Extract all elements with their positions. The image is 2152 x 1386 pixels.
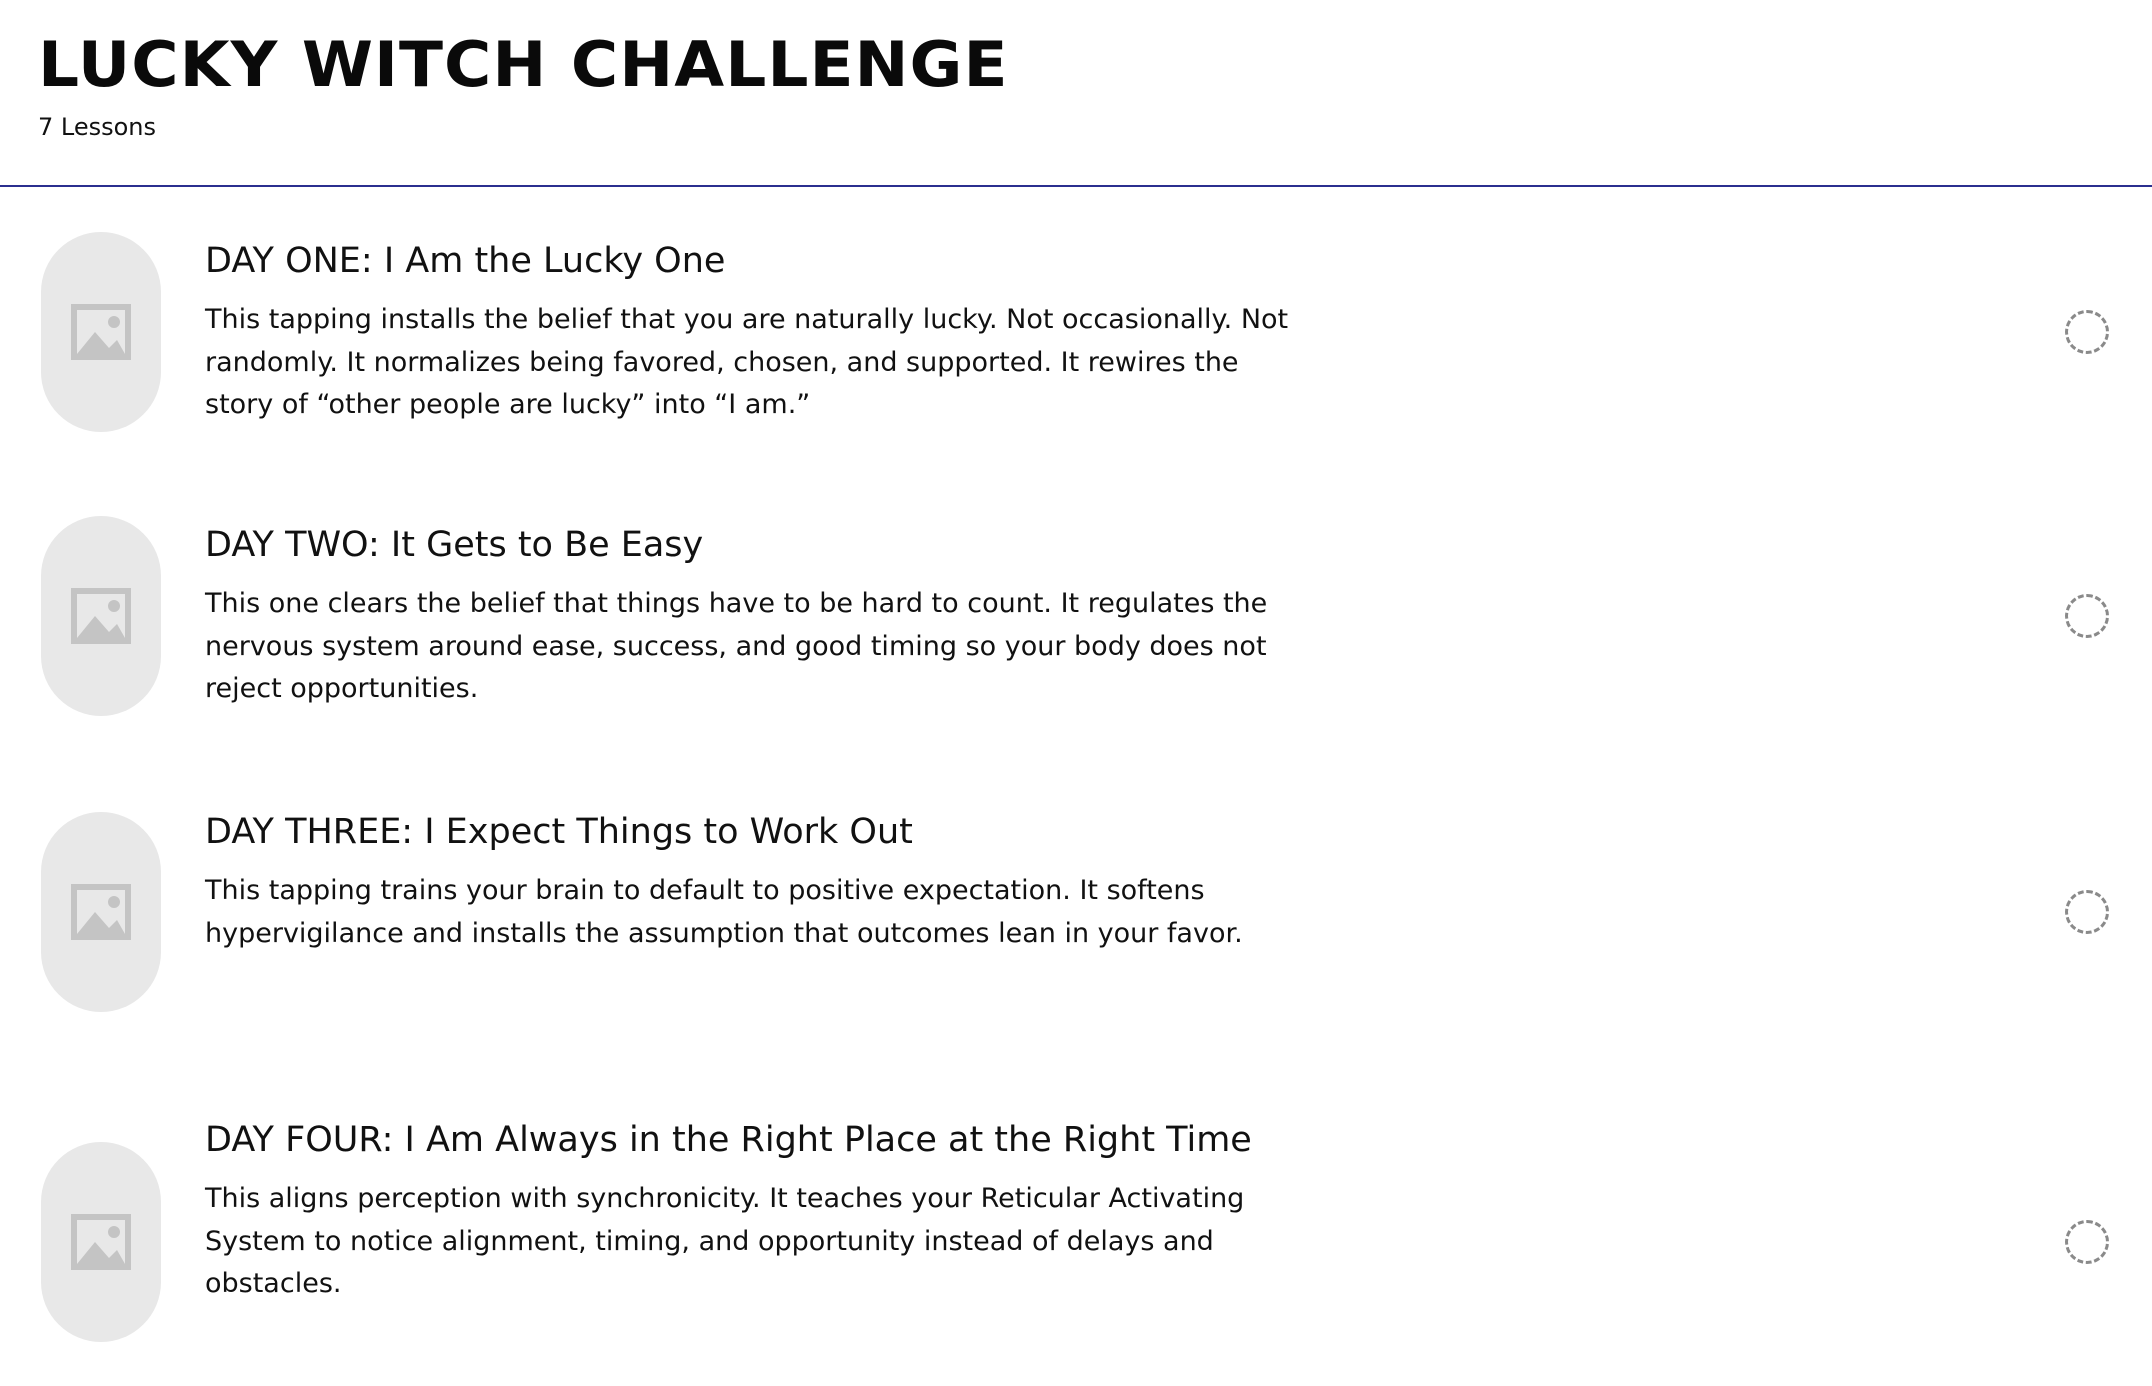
lesson-title[interactable]: DAY THREE: I Expect Things to Work Out [205,812,913,852]
lesson-title[interactable]: DAY TWO: It Gets to Be Easy [205,525,704,565]
lesson-title[interactable]: DAY ONE: I Am the Lucky One [205,241,726,281]
lesson-title[interactable]: DAY FOUR: I Am Always in the Right Place at the Right Time [205,1120,1252,1160]
lesson-count: 7 Lessons [38,113,157,141]
image-placeholder-icon [41,516,161,716]
image-placeholder-icon [41,1142,161,1342]
image-placeholder-icon [41,232,161,432]
incomplete-circle-icon[interactable] [2065,890,2109,934]
image-placeholder-icon [41,812,161,1012]
lesson-item-day-three[interactable] [0,810,2152,1020]
lesson-item-day-four[interactable] [0,1120,2152,1350]
lesson-description: This tapping installs the belief that you are naturally lucky. Not occasionally. Not randomly. It normalizes being favored, chosen, and supported. It rewires the story of “other people are lucky” into “I am.” [205,304,1289,420]
lesson-description: This aligns perception with synchronicity. It teaches your Reticular Activating System to notice alignment, timing, and opportunity instead of delays and obstacles. [205,1183,1245,1299]
incomplete-circle-icon[interactable] [2065,310,2109,354]
incomplete-circle-icon[interactable] [2065,594,2109,638]
lesson-description: This one clears the belief that things have to be hard to count. It regulates the nervous system around ease, success, and good timing so your body does not reject opportunities. [205,588,1268,704]
course-header [0,0,2152,187]
lesson-item-day-one[interactable] [0,230,2152,440]
lesson-description: This tapping trains your brain to default to positive expectation. It softens hypervigilance and installs the assumption that outcomes lean in your favor. [205,875,1243,949]
incomplete-circle-icon[interactable] [2065,1220,2109,1264]
course-title: LUCKY WITCH CHALLENGE [38,28,1009,101]
lesson-item-day-two[interactable] [0,514,2152,724]
